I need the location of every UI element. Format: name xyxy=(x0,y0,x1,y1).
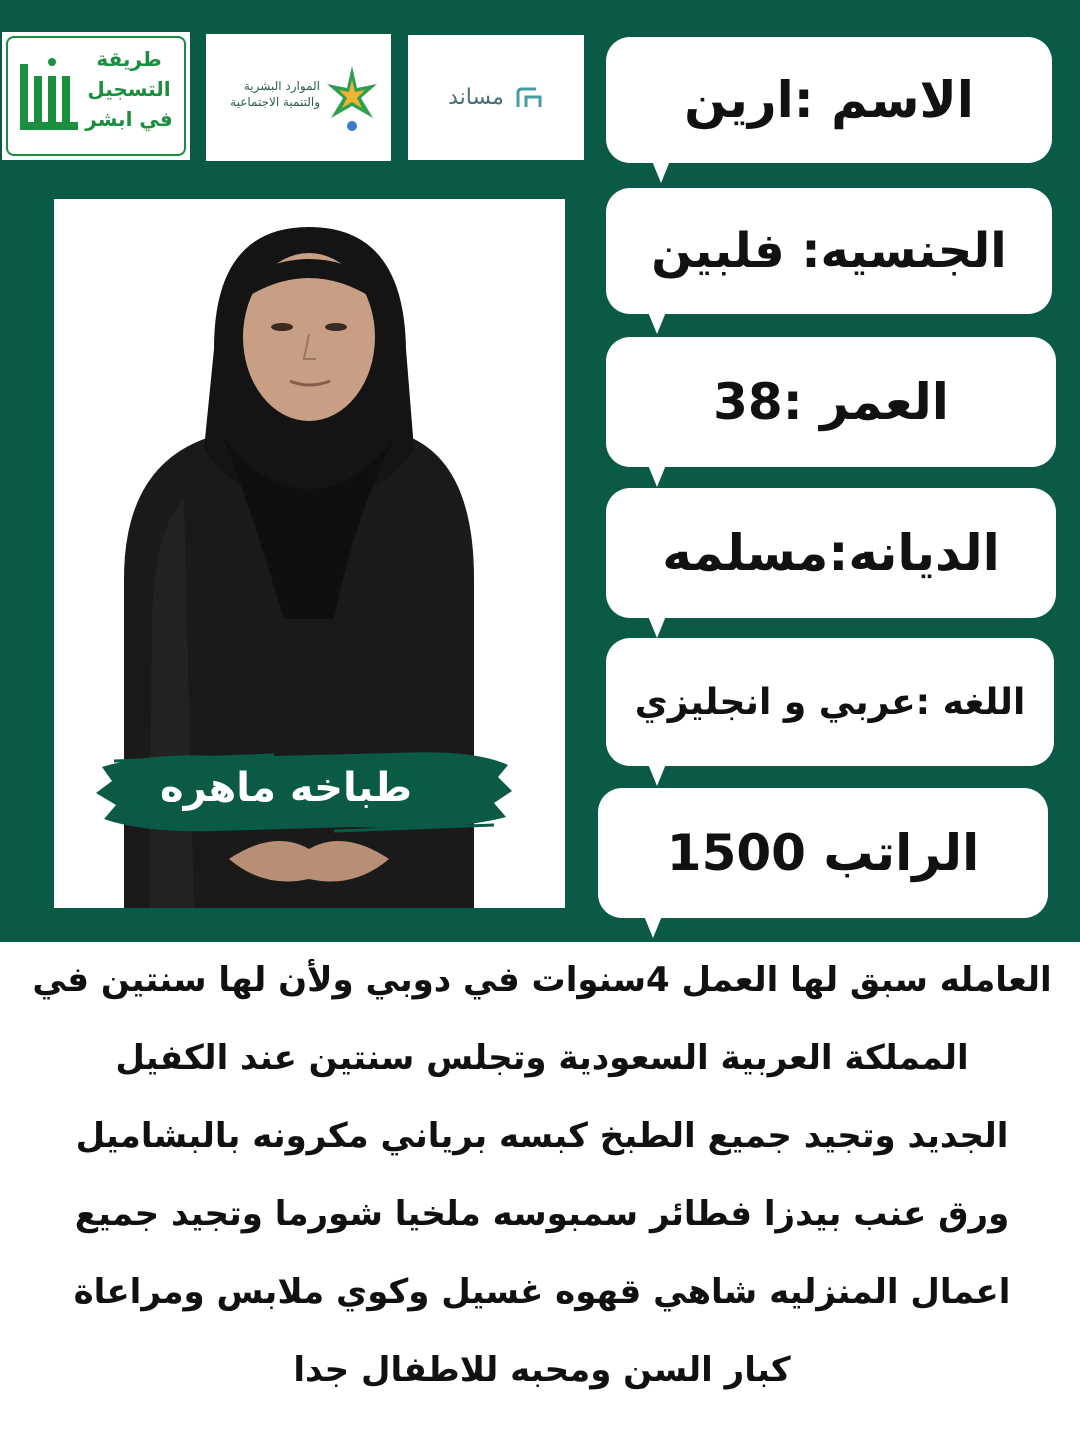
card-tail xyxy=(648,312,666,334)
absher-logo xyxy=(2,32,190,160)
hrsd-logo xyxy=(206,34,391,161)
card-tail xyxy=(648,764,666,786)
card-tail xyxy=(644,916,662,938)
absher-mark-icon xyxy=(16,54,86,140)
card-tail xyxy=(648,465,666,487)
skill-label: طباخه ماهره xyxy=(159,765,413,811)
religion-card xyxy=(606,488,1056,618)
description-line: الجديد وتجيد جميع الطبخ كبسه برياني مكرونه بالبشاميل xyxy=(75,1116,1009,1156)
salary-card xyxy=(598,788,1048,918)
worker-photo xyxy=(54,199,565,908)
absher-line-3: في ابشر xyxy=(85,107,173,131)
language-card xyxy=(606,638,1054,766)
hrsd-line-1: الموارد البشرية xyxy=(243,79,320,93)
age-text: العمر :38 xyxy=(713,373,949,431)
description-line: اعمال المنزليه شاهي قهوه غسيل وكوي ملابس ومراعاة xyxy=(73,1272,1011,1312)
description-line: كبار السن ومحبه للاطفال جدا xyxy=(293,1350,791,1390)
name-text: الاسم :ارين xyxy=(684,71,974,129)
card-tail xyxy=(652,161,670,183)
salary-text: الراتب 1500 xyxy=(666,824,980,882)
hrsd-star-icon xyxy=(321,60,383,134)
card-tail xyxy=(648,616,666,638)
description-line: ورق عنب بيدزا فطائر سمبوسه ملخيا شورما وتجيد جميع xyxy=(74,1194,1010,1234)
description-block xyxy=(20,952,1064,1420)
musaned-text: مساند xyxy=(448,85,504,110)
age-card xyxy=(606,337,1056,467)
religion-text: الديانه:مسلمه xyxy=(662,524,1000,582)
description-line: العامله سبق لها العمل 4سنوات في دوبي ولأن لها سنتين في xyxy=(32,960,1052,1000)
language-text: اللغه :عربي و انجليزي xyxy=(634,681,1026,723)
name-card xyxy=(606,37,1052,163)
musaned-logo xyxy=(408,35,584,160)
absher-line-1: طريقة xyxy=(96,47,162,71)
musaned-mark-icon xyxy=(514,85,544,111)
hrsd-line-2: والتنمية الاجتماعية xyxy=(230,95,320,109)
nationality-text: الجنسيه: فلبين xyxy=(651,223,1007,279)
description-line: المملكة العربية السعودية وتجلس سنتين عند الكفيل xyxy=(115,1038,969,1078)
absher-line-2: التسجيل xyxy=(87,77,171,101)
nationality-card xyxy=(606,188,1052,314)
